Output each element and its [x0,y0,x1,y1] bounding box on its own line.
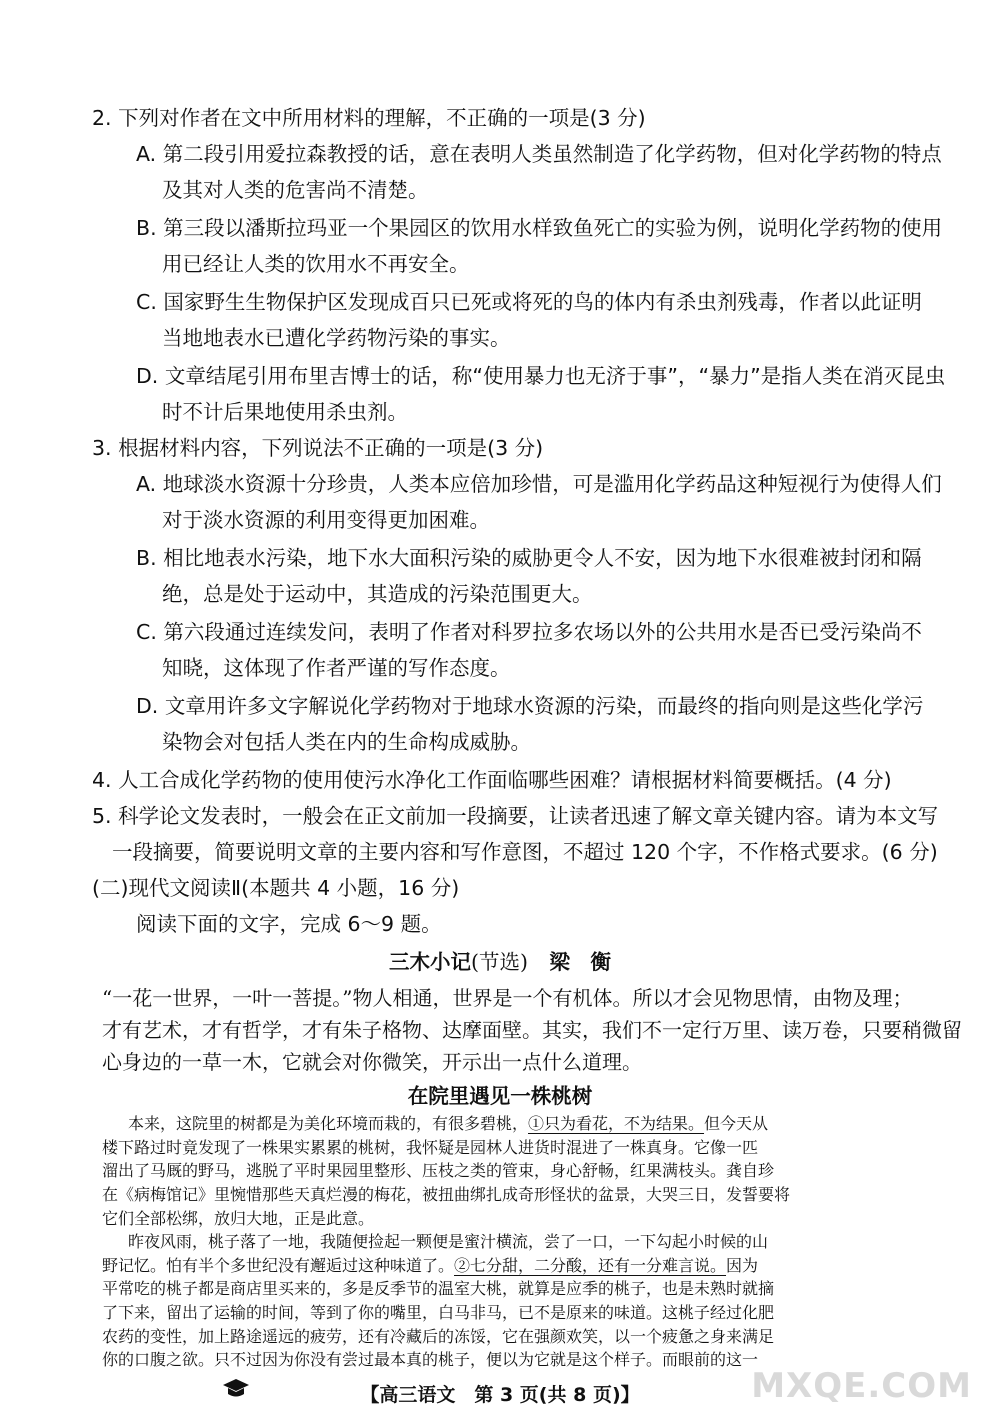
q2-option-b: B. 第三段以潘斯拉玛亚一个果园区的饮用水样致鱼死亡的实验为例，说明化学药物的使用 [136,216,943,240]
q2-option-a-cont: 及其对人类的危害尚不清楚。 [162,178,429,202]
q5-stem-cont: 一段摘要，简要说明文章的主要内容和写作意图，不超过 120 个字，不作格式要求。(6 分) [112,840,938,864]
passage-subtitle: 在院里遇见一株桃树 [407,1084,593,1108]
p1-line-1 [128,1112,768,1136]
p1-text: 本来，这院里的树都是为美化环境而栽的，有很多碧桃， [128,1114,529,1133]
p2-line-1: 昨夜风雨，桃子落了一地，我随便捡起一颗便是蜜汁横流，尝了一口，一下勾起小时候的山 [128,1232,769,1252]
q3-stem: 3. 根据材料内容，下列说法不正确的一项是(3 分) [92,436,544,460]
q2-stem: 2. 下列对作者在文中所用材料的理解，不正确的一项是(3 分) [92,106,646,130]
q2-option-d: D. 文章结尾引用布里吉博士的话，称“使用暴力也无济于事”，“暴力”是指人类在消灭昆虫 [136,364,946,388]
q3-option-b: B. 相比地表水污染，地下水大面积污染的威胁更令人不安，因为地下水很难被封闭和隔 [136,546,922,570]
q3-option-c-cont: 知晓，这体现了作者严谨的写作态度。 [162,656,511,680]
p1-line-4: 在《病梅馆记》里惋惜那些天真烂漫的梅花，被扭曲绑扎成奇形怪状的盆景，大哭三日，发誓要将 [102,1184,791,1204]
q5-stem: 5. 科学论文发表时，一般会在正文前加一段摘要，让读者迅速了解文章关键内容。请为本文写 [92,804,939,828]
page-footer: 【高三语文 第 3 页(共 8 页)】 [360,1384,640,1406]
q3-option-a: A. 地球淡水资源十分珍贵，人类本应倍加珍惜，可是滥用化学药品这种短视行为使得人们 [136,472,942,496]
passage-title: 三木小记 [389,950,472,974]
p2-line-2 [102,1254,758,1278]
passage-author: 梁 衡 [549,950,611,974]
passage-title-note: (节选) [471,950,529,974]
q2-option-c: C. 国家野生生物保护区发现成百只已死或将死的鸟的体内有杀虫剂残毒，作者以此证明 [136,290,922,314]
intro-line-3: 心身边的一草一木，它就会对你微笑，开示出一点什么道理。 [102,1050,642,1074]
p2-text: 因为 [726,1255,759,1275]
q2-option-c-cont: 当地地表水已遭化学药物污染的事实。 [162,326,511,350]
intro-line-1: “一花一世界，一叶一菩提。”物人相通，世界是一个有机体。所以才会见物思情，由物及理； [102,986,913,1010]
p1-line-2: 楼下路过时竟发现了一株果实累累的桃树，我怀疑是园林人进货时混进了一株真身。它像一匹 [102,1137,759,1157]
p1-text: 但今天从 [704,1114,769,1133]
q3-option-a-cont: 对于淡水资源的利用变得更加困难。 [162,508,490,532]
q4-stem: 4. 人工合成化学药物的使用使污水净化工作面临哪些困难？请根据材料简要概括。(4 分) [92,768,892,792]
p1-line-3: 溜出了马厩的野马，逃脱了平时果园里整形、压枝之类的管束，身心舒畅，红果满枝头。龚自珍 [102,1161,775,1181]
p1-line-5: 它们全部松绑，放归大地，正是此意。 [102,1208,375,1228]
reading-instruction: 阅读下面的文字，完成 6～9 题。 [136,912,442,936]
underlined-sentence-2: ②七分甜，二分酸，还有一分难言说。 [454,1255,727,1275]
underlined-sentence-1: ①只为看花，不为结果。 [528,1114,705,1133]
q3-option-b-cont: 绝，总是处于运动中，其造成的污染范围更大。 [162,582,593,606]
intro-line-2: 才有艺术，才有哲学，才有朱子格物、达摩面壁。其实，我们不一定行万里、读万卷，只要稍微留 [102,1018,962,1042]
q3-option-c: C. 第六段通过连续发问，表明了作者对科罗拉多农场以外的公共用水是否已受污染尚不 [136,620,922,644]
p2-line-4: 了下来，留出了运输的时间，等到了你的嘴里，白马非马，已不是原来的味道。这桃子经过化肥 [102,1303,775,1323]
section-heading: (二)现代文阅读Ⅱ(本题共 4 小题，16 分) [92,876,460,900]
watermark: MXQE.COM [751,1366,972,1406]
p2-text: 野记忆。怕有半个多世纪没有邂逅过这种味道了。 [102,1255,455,1275]
q3-option-d: D. 文章用许多文字解说化学药物对于地球水资源的污染，而最终的指向则是这些化学污 [136,694,924,718]
p2-line-3: 平常吃的桃子都是商店里买来的，多是反季节的温室大桃，就算是应季的桃子，也是未熟时就摘 [102,1279,775,1299]
p2-line-6: 你的口腹之欲。只不过因为你没有尝过最本真的桃子，便以为它就是这个样子。而眼前的这一 [102,1350,759,1370]
q2-option-d-cont: 时不计后果地使用杀虫剂。 [162,400,408,424]
q2-option-a: A. 第二段引用爱拉森教授的话，意在表明人类虽然制造了化学药物，但对化学药物的特点 [136,142,942,166]
q3-option-d-cont: 染物会对包括人类在内的生命构成威胁。 [162,730,531,754]
passage-title-line [0,944,1000,980]
p2-line-5: 农药的变性，加上路途遥远的疲劳，还有冷藏后的冻馁，它在强颜欢笑，以一个疲惫之身来满足 [102,1326,775,1346]
q2-option-b-cont: 用已经让人类的饮用水不再安全。 [162,252,470,276]
